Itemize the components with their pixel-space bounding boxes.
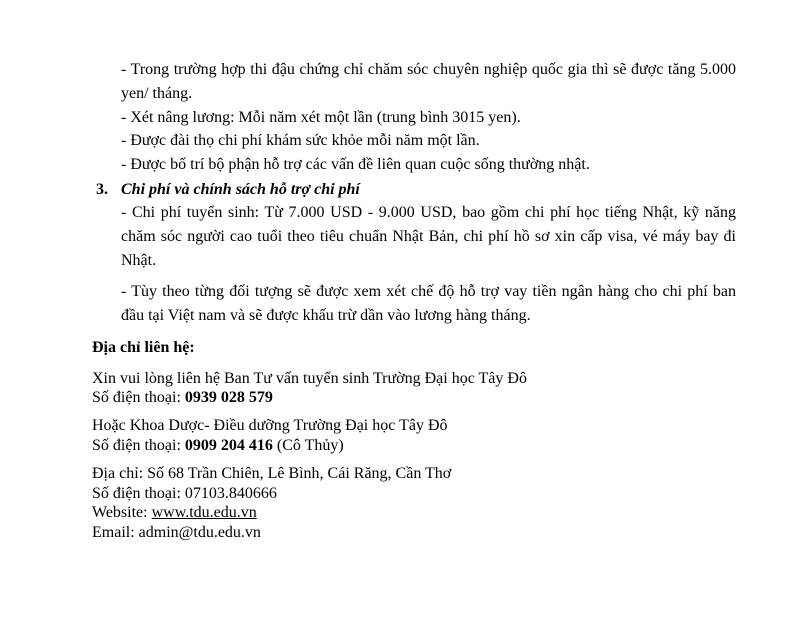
- main-phone-line: Số điện thoại: 07103.840666: [92, 485, 277, 502]
- office2-contact-person: (Cô Thủy): [272, 437, 344, 454]
- website-line: [92, 503, 257, 523]
- website-label: Website:: [92, 504, 152, 521]
- website-link[interactable]: www.tdu.edu.vn: [151, 504, 257, 521]
- phone-label: Số điện thoại:: [92, 389, 185, 406]
- benefit-certificate-bonus: - Trong trường hợp thi đậu chứng chỉ chăm sóc chuyên nghiệp quốc gia thì sẽ được tăng 5.000 yen/ tháng.: [121, 61, 736, 102]
- loan-support-paragraph: - Tùy theo từng đối tượng sẽ được xem xét chế độ hỗ trợ vay tiền ngân hàng cho chi phí ban đầu tại Việt nam và sẽ được khấu trừ dần vào lương hàng tháng.: [121, 283, 736, 324]
- benefit-daily-support: - Được bố trí bộ phận hỗ trợ các vấn đề liên quan cuộc sống thường nhật.: [121, 156, 590, 173]
- contact-heading: Địa chỉ liên hệ:: [92, 339, 195, 356]
- office1-text: Xin vui lòng liên hệ Ban Tư vấn tuyển sinh Trường Đại học Tây Đô: [92, 370, 527, 387]
- email-line: Email: admin@tdu.edu.vn: [92, 524, 261, 541]
- address-line: Địa chỉ: Số 68 Trần Chiên, Lê Bình, Cái Răng, Cần Thơ: [92, 465, 452, 482]
- phone-label: Số điện thoại:: [92, 437, 185, 454]
- office2-phone-line: [92, 436, 344, 456]
- section-title: Chi phí và chính sách hỗ trợ chi phí: [121, 181, 360, 198]
- benefit-health-check: - Được đài thọ chi phí khám sức khỏe mỗi năm một lần.: [121, 132, 480, 149]
- office2-phone: 0909 204 416: [184, 437, 273, 454]
- office1-phone: 0939 028 579: [184, 389, 273, 406]
- office2-text: Hoặc Khoa Dược- Điều dưỡng Trường Đại học Tây Đô: [92, 417, 448, 434]
- benefit-salary-review: - Xét nâng lương: Mỗi năm xét một lần (trung bình 3015 yen).: [121, 109, 521, 126]
- recruitment-cost-paragraph: - Chi phí tuyển sinh: Từ 7.000 USD - 9.000 USD, bao gồm chi phí học tiếng Nhật, kỹ năng chăm sóc người cao tuổi theo tiêu chuẩn Nhật Bản, chi phí hồ sơ xin cấp visa, vé máy bay đi Nhật.: [121, 204, 736, 269]
- section-number: 3.: [96, 181, 108, 198]
- office1-phone-line: [92, 388, 273, 408]
